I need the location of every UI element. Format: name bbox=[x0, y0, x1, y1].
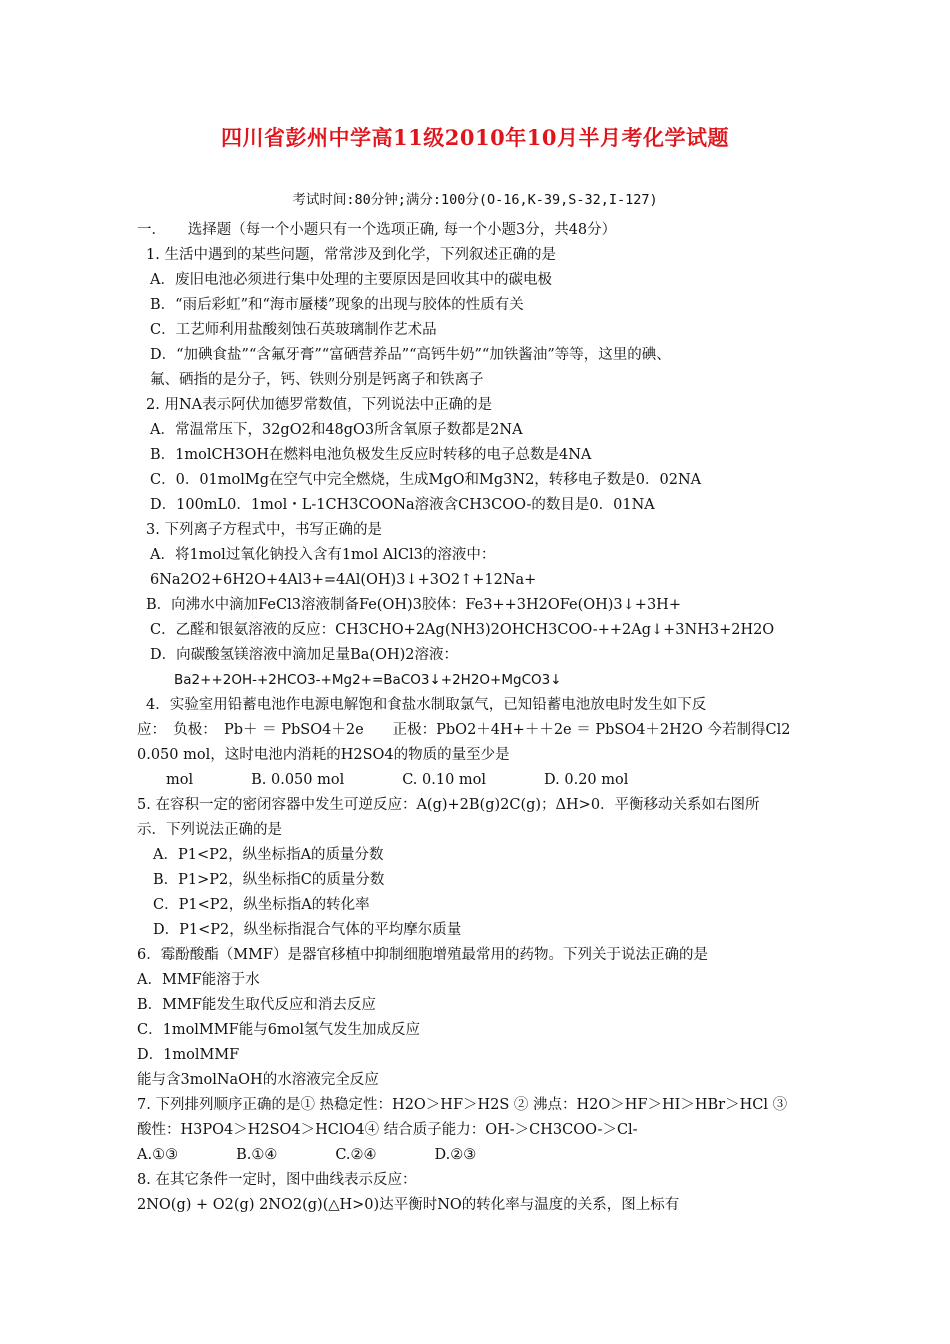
question-6-option-d: D．1molMMF bbox=[137, 1047, 240, 1063]
question-5-option-a: A．P1<P2，纵坐标指A的质量分数 bbox=[153, 847, 384, 863]
question-5-option-d: D．P1<P2，纵坐标指混合气体的平均摩尔质量 bbox=[153, 922, 462, 938]
question-6-option-d-cont: 能与含3molNaOH的水溶液完全反应 bbox=[137, 1072, 379, 1088]
question-1-stem: 1. 生活中遇到的某些问题，常常涉及到化学，下列叙述正确的是 bbox=[146, 247, 556, 263]
question-6-stem: 6．霉酚酸酯（MMF）是器官移植中抑制细胞增殖最常用的药物。下列关于说法正确的是 bbox=[137, 947, 708, 963]
question-7-stem: 7. 下列排列顺序正确的是① 热稳定性：H2O＞HF＞H2S ② 沸点：H2O＞HF＞HI＞HBr＞HCl ③ bbox=[137, 1097, 788, 1113]
question-3-option-a-equation: 6Na2O2+6H2O+4Al3+=4Al(OH)3↓+3O2↑+12Na+ bbox=[150, 572, 537, 588]
question-8-stem-cont: 2NO(g) + O2(g) 2NO2(g)(△H>0)达平衡时NO的转化率与温度的关系，图上标有 bbox=[137, 1197, 680, 1213]
question-4-stem: 4．实验室用铅蓄电池作电源电解饱和食盐水制取氯气，已知铅蓄电池放电时发生如下反 bbox=[146, 697, 707, 713]
question-2-option-a: A．常温常压下，32gO2和48gO3所含氧原子数都是2NA bbox=[150, 422, 523, 438]
page-title: 四川省彭州中学高11级2010年10月半月考化学试题 bbox=[221, 125, 729, 150]
question-2-option-c: C．0．01molMg在空气中完全燃烧，生成MgO和Mg3N2，转移电子数是0．02NA bbox=[150, 472, 702, 488]
question-3-option-a: A．将1mol过氧化钠投入含有1mol AlCl3的溶液中： bbox=[150, 547, 496, 563]
question-3-option-c: C．乙醛和银氨溶液的反应：CH3CHO+2Ag(NH3)2OHCH3COO-++2Ag↓+3NH3+2H2O bbox=[150, 622, 775, 638]
question-1-option-a: A．废旧电池必须进行集中处理的主要原因是回收其中的碳电极 bbox=[150, 272, 552, 288]
question-3-option-b: B．向沸水中滴加FeCl3溶液制备Fe(OH)3胶体：Fe3++3H2OFe(OH)3↓+3H+ bbox=[146, 597, 681, 613]
question-1-option-d-cont: 氟、硒指的是分子，钙、铁则分别是钙离子和铁离子 bbox=[150, 372, 484, 388]
question-8-stem: 8. 在其它条件一定时，图中曲线表示反应： bbox=[137, 1172, 417, 1188]
question-1-option-d: D．“加碘食盐”“含氟牙膏”“富硒营养品”“高钙牛奶”“加铁酱油”等等，这里的碘、 bbox=[150, 347, 671, 363]
question-2-stem: 2. 用NA表示阿伏加德罗常数值，下列说法中正确的是 bbox=[146, 397, 493, 413]
question-4-electrodes: 应： 负极： Pb＋ ＝ PbSO4＋2e 正极：PbO2＋4H+＋＋2e ＝ PbSO4＋2H2O 今若制得Cl2 bbox=[137, 722, 791, 738]
question-2-option-b: B．1molCH3OH在燃料电池负极发生反应时转移的电子总数是4NA bbox=[150, 447, 592, 463]
section-heading: 一． 选择题（每一个小题只有一个选项正确, 每一个小题3分，共48分） bbox=[137, 222, 617, 238]
question-7-options: A.①③ B.①④ C.②④ D.②③ bbox=[137, 1147, 477, 1163]
exam-info: 考试时间:80分钟;满分:100分(O-16,K-39,S-32,I-127) bbox=[292, 192, 658, 208]
question-6-option-a: A．MMF能溶于水 bbox=[137, 972, 260, 988]
question-5-option-c: C．P1<P2，纵坐标指A的转化率 bbox=[153, 897, 370, 913]
question-3-stem: 3. 下列离子方程式中，书写正确的是 bbox=[146, 522, 382, 538]
question-6-option-c: C．1molMMF能与6mol氢气发生加成反应 bbox=[137, 1022, 421, 1038]
question-6-option-b: B．MMF能发生取代反应和消去反应 bbox=[137, 997, 376, 1013]
question-1-option-b: B．“雨后彩虹”和“海市蜃楼”现象的出现与胶体的性质有关 bbox=[150, 297, 524, 313]
question-4-stem-cont: 0.050 mol，这时电池内消耗的H2SO4的物质的量至少是 bbox=[137, 747, 510, 763]
question-7-stem-cont: 酸性：H3PO4＞H2SO4＞HClO4④ 结合质子能力：OH-＞CH3COO-＞Cl- bbox=[137, 1122, 638, 1138]
question-5-stem-cont: 示．下列说法正确的是 bbox=[137, 822, 282, 838]
question-4-options: mol B. 0.050 mol C. 0.10 mol D. 0.20 mol bbox=[166, 772, 629, 788]
question-3-option-d-equation: Ba2++2OH-+2HCO3-+Mg2+=BaCO3↓+2H2O+MgCO3↓ bbox=[174, 672, 562, 688]
question-3-option-d: D．向碳酸氢镁溶液中滴加足量Ba(OH)2溶液： bbox=[150, 647, 458, 663]
question-1-option-c: C．工艺师利用盐酸刻蚀石英玻璃制作艺术品 bbox=[150, 322, 437, 338]
question-2-option-d: D．100mL0．1mol・L-1CH3COONa溶液含CH3COO-的数目是0．01NA bbox=[150, 497, 655, 513]
question-5-stem: 5. 在容积一定的密闭容器中发生可逆反应：A(g)+2B(g)2C(g)；ΔH>0．平衡移动关系如右图所 bbox=[137, 797, 760, 813]
question-5-option-b: B．P1>P2，纵坐标指C的质量分数 bbox=[153, 872, 385, 888]
